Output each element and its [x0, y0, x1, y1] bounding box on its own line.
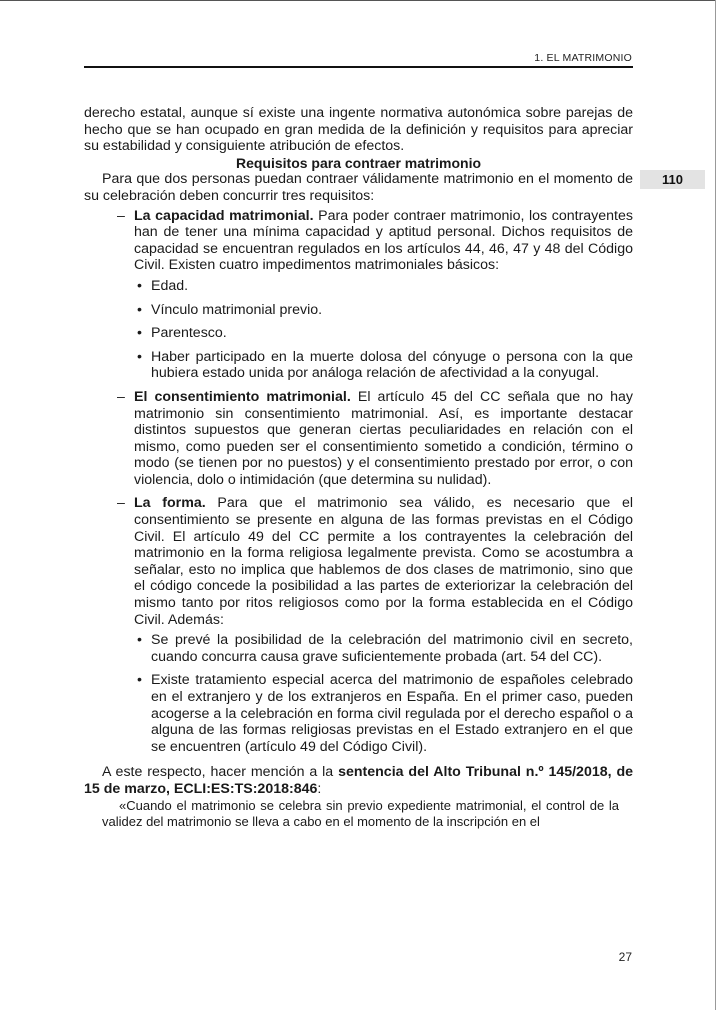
bullet-icon: • — [137, 277, 142, 294]
bullet-icon: • — [137, 632, 142, 649]
page-body — [84, 105, 633, 830]
bullet-list — [134, 632, 633, 755]
marginal-number-badge: 110 — [640, 170, 705, 189]
requirement-title: La capacidad matrimonial. — [134, 207, 314, 224]
block-quote: «Cuando el matrimonio se celebra sin previo expediente matrimonial, el control de la validez del matrimonio se lleva a cabo en el momento de la inscripción en el — [102, 797, 619, 829]
list-item: • Vínculo matrimonial previo. — [137, 301, 323, 318]
header-rule — [84, 66, 633, 68]
requirement-text: El artículo 45 del CC señala que no hay matrimonio sin consentimiento matrimonial. Así, es importante destacar distintos supuestos que generan ciertas peculiaridades en relación con el mismo, como pueden ser el consentimiento sometido a condición, término o modo (se tienen por no puestos) y el consentimiento prestado por error, o con violencia, dolo o intimidación (que determina su nulidad). — [134, 388, 633, 488]
page-top-border — [0, 0, 716, 1]
list-item: • Parentesco. — [137, 325, 227, 342]
bullet-icon: • — [137, 325, 142, 342]
bullet-icon: • — [137, 348, 142, 365]
running-header: 1. EL MATRIMONIO — [534, 52, 632, 64]
bullet-icon: • — [137, 672, 142, 689]
section-heading: Requisitos para contraer matrimonio — [235, 154, 482, 171]
requirement-text: Para que el matrimonio sea válido, es necesario que el consentimiento se presente en alguna de las formas previstas en el Código Civil. El artículo 49 del CC permite a los contrayentes la celebración del matrimonio en la forma religiosa legalmente prevista. Como se acostumbra a señalar, esto no implica que hablemos de dos clases de matrimonio, sino que el código concede la posibilidad a las partes de exteriorizar la celebración del mismo tanto por ritos religiosos como por la forma establecida en el Código Civil. Además: — [134, 495, 633, 628]
list-item: • Existe tratamiento especial acerca del matrimonio de españoles celebrado en el extranjero y de los extranjeros en España. En el primer caso, pueden acogerse a la celebración en forma civil regulada por el derecho español o a alguna de las formas religiosas previstas en el Estado extranjero en el que se encuentren (artículo 49 del Código Civil). — [137, 672, 633, 755]
bullet-icon: • — [137, 301, 142, 318]
dash-marker: – — [117, 207, 125, 224]
dash-marker: – — [117, 495, 125, 512]
court-citation: sentencia del Alto Tribunal n.º 145/2018, de 15 de marzo, ECLI:ES:TS:2018:846 — [84, 764, 634, 797]
list-item: • Haber participado en la muerte dolosa del cónyuge o persona con la que hubiera estado unida por análoga relación de afectividad a la conyugal. — [137, 348, 633, 382]
bullet-list — [134, 278, 633, 382]
requirement-text: Para poder contraer matrimonio, los contrayentes han de tener una mínima capacidad y aptitud personal. Dichos requisitos de capacidad se encuentran regulados en los artículos 44, 46, 47 y 48 del Código Civil. Existen cuatro impedimentos matrimoniales básicos: — [134, 207, 633, 274]
dash-marker: – — [117, 388, 125, 405]
list-item: • Se prevé la posibilidad de la celebración del matrimonio civil en secreto, cuando concurra causa grave suficientemente probada (art. 54 del CC). — [137, 632, 633, 665]
closing-paragraph: A este respecto, hacer mención a la sentencia del Alto Tribunal n.º 145/2018, de 15 de marzo, ECLI:ES:TS:2018:846: — [84, 764, 634, 797]
list-item: • Edad. — [137, 277, 189, 294]
lead-paragraph: Para que dos personas puedan contraer válidamente matrimonio en el momento de su celebración deben concurrir tres requisitos: — [84, 171, 633, 204]
requirement-title: La forma. — [134, 495, 206, 512]
intro-paragraph: derecho estatal, aunque sí existe una ingente normativa autonómica sobre parejas de hecho que se han ocupado en gran medida de la definición y requisitos para apreciar su estabilidad y consiguiente atribución de efectos. — [84, 105, 633, 155]
requirement-title: El consentimiento matrimonial. — [134, 388, 351, 405]
requirement-item — [84, 389, 633, 489]
page-number: 27 — [618, 950, 632, 964]
requirement-item — [84, 208, 633, 382]
requirement-item — [84, 495, 633, 755]
